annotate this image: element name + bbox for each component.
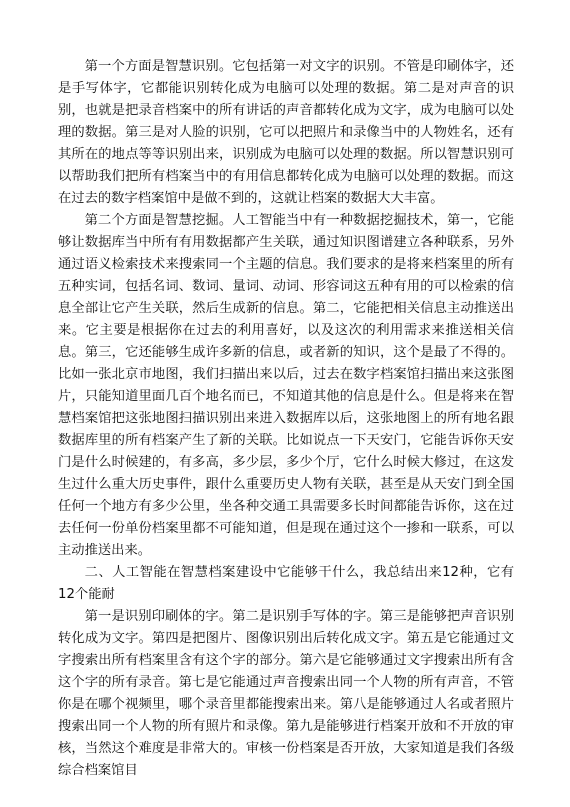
paragraph-smart-mining: 第二个方面是智慧挖掘。人工智能当中有一种数据挖掘技术，第一，它能够让数据库当中所有有用数据都产生关联，通过知识图谱建立各种联系，另外通过语义检索技术来搜索同一个主题的信息。我们要求的是将来档案里的所有五种实词，包括名词、数词、量词、动词、形容词这五种有用的可以检索的信息全部让它产生关联，然后生成新的信息。第二，它能把相关信息主动推送出来。它主要是根据你在过去的利用喜好，以及这次的利用需求来推送相关信息。第三，它还能够生成许多新的信息，或者新的知识，这个是最了不得的。比如一张北京市地图，我们扫描出来以后，过去在数字档案馆扫描出来这张图片，只能知道里面几百个地名而已，不知道其他的信息是什么。但是将来在智慧档案馆把这张地图扫描识别出来进入数据库以后，这张地图上的所有地名跟数据库里的所有档案产生了新的关联。比如说点一下天安门，它能告诉你天安门是什么时候建的，有多高，多少层，多少个厅，它什么时候大修过，在这发生过什么重大历史事件，跟什么重要历史人物有关联，甚至是从天安门到全国任何一个地方有多少公里，坐各种交通工具需要多长时间都能告诉你，这在过去任何一份单份档案里都不可能知道，但是现在通过这个一掺和一联系，可以主动推送出来。 [58,213,514,558]
section-heading-ai-capabilities: 二、人工智能在智慧档案建设中它能够干什么，我总结出来12种，它有12个能耐 [58,565,514,602]
paragraph-twelve-capabilities: 第一是识别印刷体的字。第二是识别手写体的字。第三是能够把声音识别转化成为文字。第四是把图片、图像识别出后转化成文字。第五是它能通过文字搜索出所有档案里含有这个字的部分。第六是它能够通过文字搜索出所有含这个字的所有录音。第七是它能通过声音搜索出同一个人物的所有声音，不管你是在哪个视频里，哪个录音里都能搜索出来。第八是能够通过人名或者照片搜索出同一个人物的所有照片和录像。第九是能够进行档案开放和不开放的审核，当然这个难度是非常大的。审核一份档案是否开放，大家知道是我们各级综合档案馆目 [58,609,514,778]
paragraph-smart-recognition: 第一个方面是智慧识别。它包括第一对文字的识别。不管是印刷体字，还是手写体字，它都能识别转化成为电脑可以处理的数据。第二是对声音的识别，也就是把录音档案中的所有讲话的声音都转化成为文字，成为电脑可以处理的数据。第三是对人脸的识别，它可以把照片和录像当中的人物姓名，还有其所在的地点等等识别出来，识别成为电脑可以处理的数据。所以智慧识别可以帮助我们把所有档案当中的有用信息都转化成为电脑可以处理的数据。而这在过去的数字档案馆中是做不到的，这就让档案的数据大大丰富。 [58,59,514,206]
document-page [58,56,514,782]
